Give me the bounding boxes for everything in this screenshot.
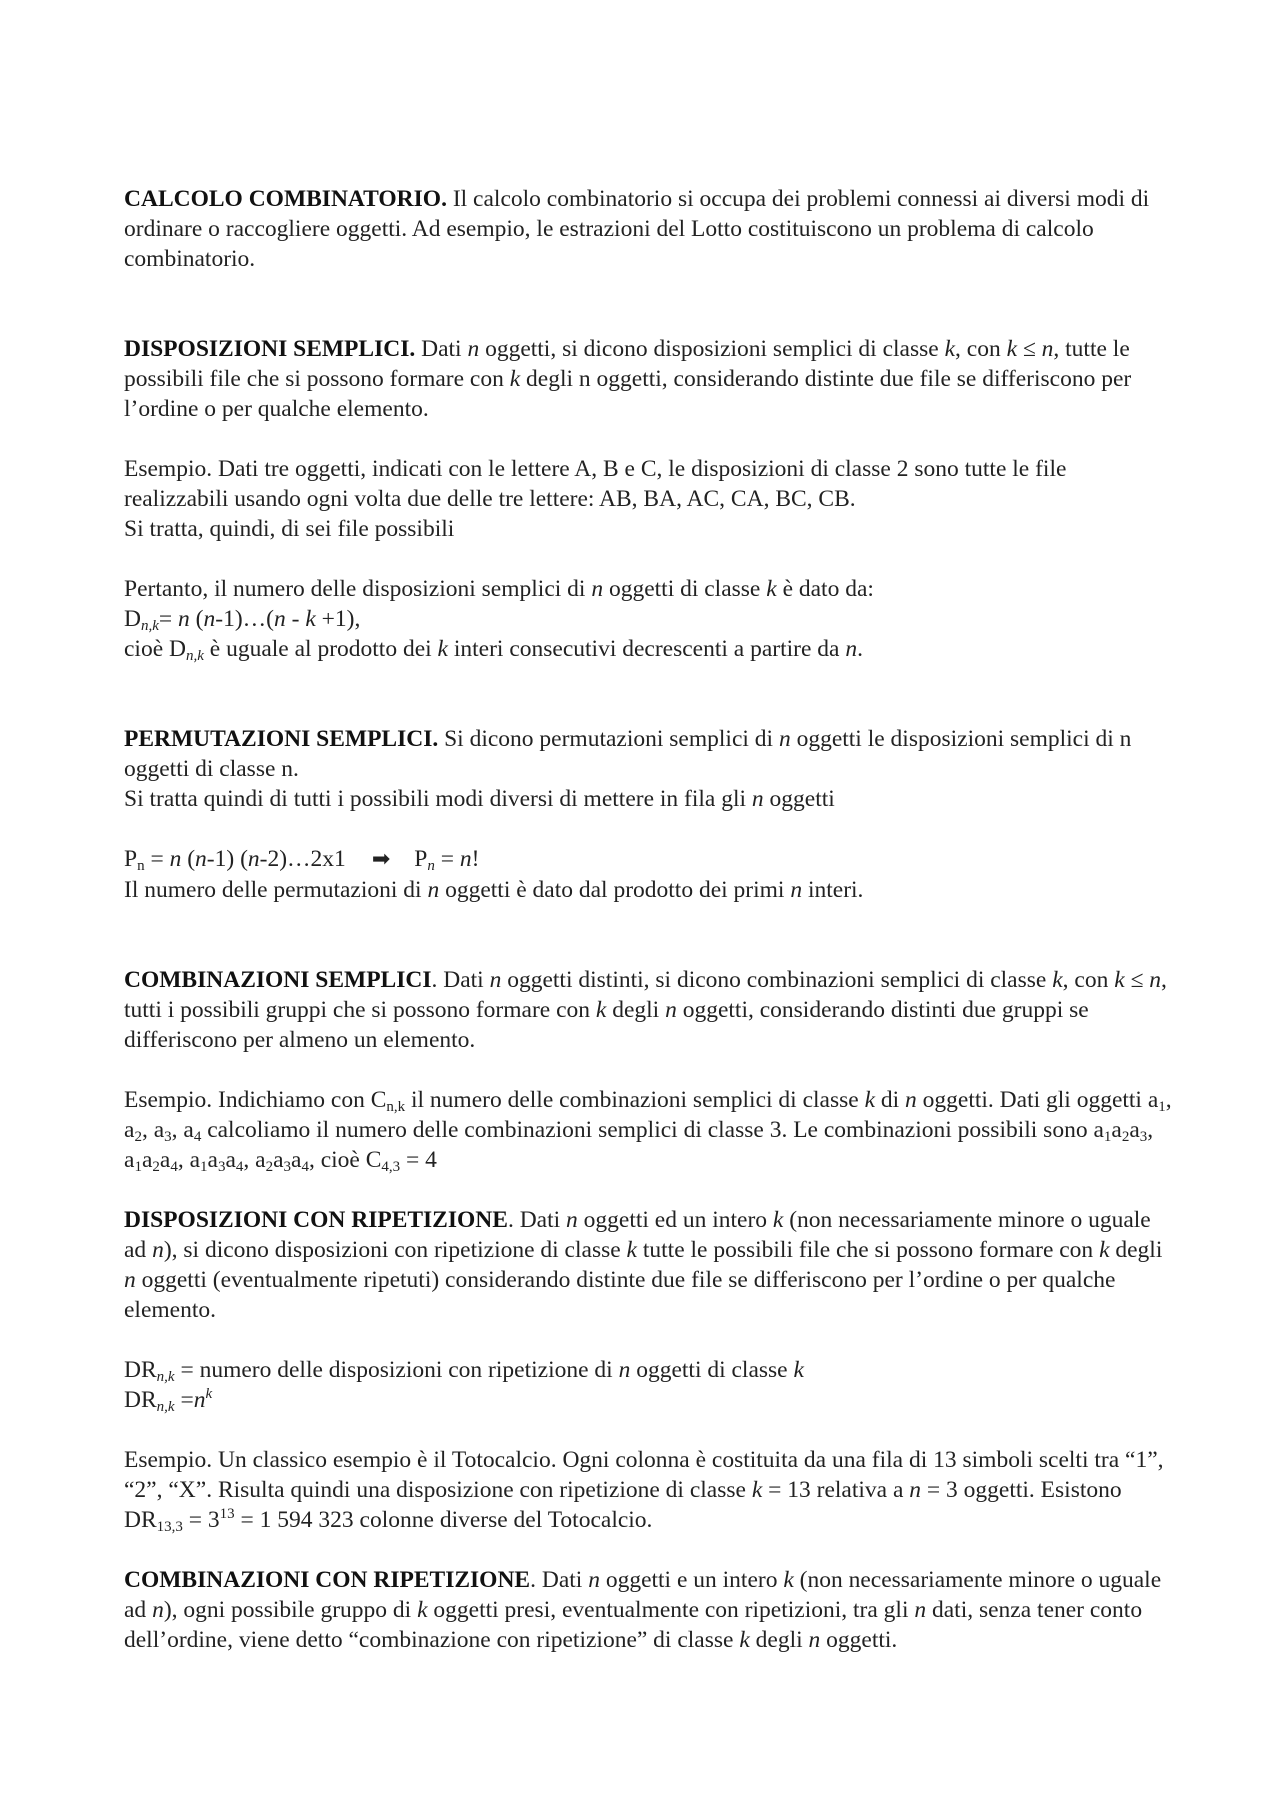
heading-disposizioni-semplici: DISPOSIZIONI SEMPLICI. — [124, 336, 416, 362]
disposizioni-semplici-definition: DISPOSIZIONI SEMPLICI. Dati n oggetti, si dicono disposizioni semplici di classe k, con k ≤ n, tutte le possibili file che si possono formare con k degli n oggetti, considerando distinte due file se differiscono per l’ordine o per qualche elemento. — [124, 336, 1132, 422]
disposizioni-con-ripetizione-formula: $DR_{n,k} =n^k$ — [124, 1386, 213, 1415]
heading-permutazioni-semplici: PERMUTAZIONI SEMPLICI. — [124, 726, 439, 752]
disposizioni-con-ripetizione-example: Esempio. Un classico esempio è il Totocalcio. Ogni colonna è costituita da una fila di 13 simboli scelti tra “1”, “2”, “X”. Risulta quindi una disposizione con ripetizione di classe k = 13 relativa a n = 3 oggetti. Esistono $DR_{13,3} = 3^{13} = 1$ 594 323 colonne diverse del Totocalcio. — [124, 1447, 1164, 1535]
permutazioni-semplici-explanation: Il numero delle permutazioni di n oggetti è dato dal prodotto dei primi n interi. — [124, 877, 864, 903]
heading-disposizioni-con-ripetizione: DISPOSIZIONI CON RIPETIZIONE — [124, 1207, 508, 1233]
disposizioni-semplici-example-conclusion: Si tratta, quindi, di sei file possibili — [124, 516, 455, 542]
combinazioni-con-ripetizione-definition: COMBINAZIONI CON RIPETIZIONE. Dati n oggetti e un intero k (non necessariamente minore o uguale ad n), ogni possibile gruppo di k oggetti presi, eventualmente con ripetizioni, tra gli n dati, senza tener conto dell’ordine, viene detto “combinazione con ripetizione” di classe k degli n oggetti. — [124, 1567, 1162, 1653]
permutazioni-semplici-formula: $P_n = n$ (n-1) (n-2)…2x1 ➡ $P_n = n$! — [124, 846, 480, 874]
disposizioni-semplici-formula: $D_{n,k}= n$ (n-1)…(n - k +1), — [124, 606, 361, 634]
permutazioni-semplici-description: Si tratta quindi di tutti i possibili modi diversi di mettere in fila gli n oggetti — [124, 786, 835, 812]
heading-calcolo-combinatorio: CALCOLO COMBINATORIO. — [124, 186, 447, 212]
combinazioni-semplici-example: Esempio. Indichiamo con $C_{n,k}$ il numero delle combinazioni semplici di classe k di n oggetti. Dati gli oggetti $a_1$, $a_2$, $a_3$, $a_4$ calcoliamo il numero delle combinazioni semplici di classe 3. Le combinazioni possibili sono $a_1a_2a_3$, $a_1a_2a_4$, $a_1a_3a_4$, $a_2a_3a_4$, cioè $C_{4,3} = 4$ — [124, 1087, 1172, 1175]
permutazioni-semplici-definition: PERMUTAZIONI SEMPLICI. Si dicono permutazioni semplici di n oggetti le disposizioni semplici di n oggetti di classe n. — [124, 726, 1132, 782]
disposizioni-semplici-count-intro: Pertanto, il numero delle disposizioni semplici di n oggetti di classe k è dato da: — [124, 576, 874, 602]
disposizioni-semplici-example: Esempio. Dati tre oggetti, indicati con le lettere A, B e C, le disposizioni di classe 2 sono tutte le file realizzabili usando ogni volta due delle tre lettere: AB, BA, AC, CA, BC, CB. — [124, 456, 1067, 512]
disposizioni-semplici-explanation: cioè $D_{n,k}$ è uguale al prodotto dei k interi consecutivi decrescenti a partire da n. — [124, 636, 863, 664]
intro-paragraph: CALCOLO COMBINATORIO. Il calcolo combinatorio si occupa dei problemi connessi ai diversi modi di ordinare o raccogliere oggetti. Ad esempio, le estrazioni del Lotto costituiscono un problema di calcolo combinatorio. — [124, 186, 1150, 272]
document-page — [124, 184, 1174, 1655]
heading-combinazioni-con-ripetizione: COMBINAZIONI CON RIPETIZIONE — [124, 1567, 531, 1593]
implies-arrow-icon: ➡ — [371, 847, 391, 872]
combinazioni-semplici-definition: COMBINAZIONI SEMPLICI. Dati n oggetti distinti, si dicono combinazioni semplici di classe k, con k ≤ n, tutti i possibili gruppi che si possono formare con k degli n oggetti, considerando distinti due gruppi se differiscono per almeno un elemento. — [124, 967, 1167, 1053]
disposizioni-con-ripetizione-notation: $DR_{n,k}$ = numero delle disposizioni con ripetizione di n oggetti di classe k — [124, 1357, 804, 1385]
disposizioni-con-ripetizione-definition: DISPOSIZIONI CON RIPETIZIONE. Dati n oggetti ed un intero k (non necessariamente minore o uguale ad n), si dicono disposizioni con ripetizione di classe k tutte le possibili file che si possono formare con k degli n oggetti (eventualmente ripetuti) considerando distinte due file se differiscono per l’ordine o per qualche elemento. — [124, 1207, 1163, 1323]
heading-combinazioni-semplici: COMBINAZIONI SEMPLICI — [124, 967, 432, 993]
